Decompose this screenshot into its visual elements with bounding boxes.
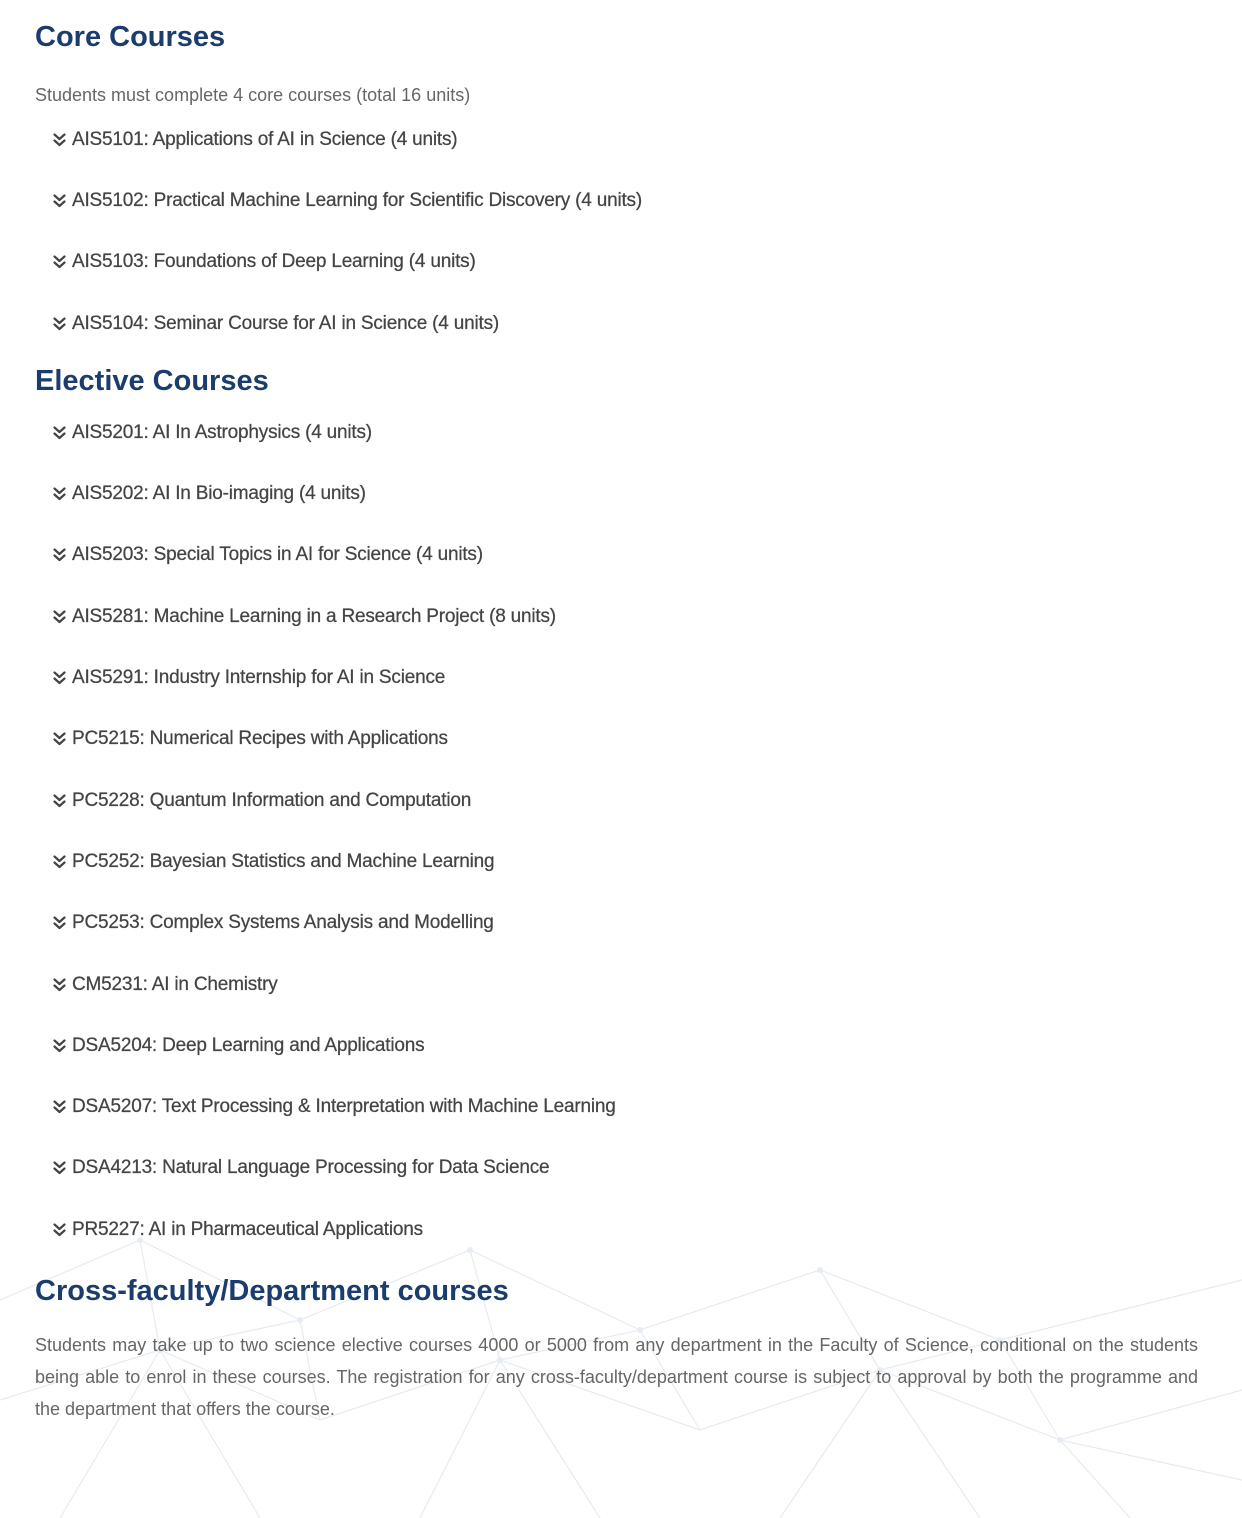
chevron-double-down-icon xyxy=(53,1100,66,1114)
chevron-double-down-icon xyxy=(53,487,66,501)
course-item[interactable] xyxy=(35,831,1198,892)
course-label: PC5252: Bayesian Statistics and Machine Learning xyxy=(72,850,495,872)
core-courses-section xyxy=(35,0,1198,354)
course-item[interactable] xyxy=(35,1138,1198,1199)
course-label: AIS5102: Practical Machine Learning for Scientific Discovery (4 units) xyxy=(72,189,642,211)
chevron-double-down-icon xyxy=(53,194,66,208)
course-label: DSA5204: Deep Learning and Applications xyxy=(72,1034,425,1056)
course-label: PC5228: Quantum Information and Computation xyxy=(72,789,472,811)
core-courses-heading: Core Courses xyxy=(35,21,226,53)
course-item[interactable] xyxy=(35,770,1198,831)
chevron-double-down-icon xyxy=(53,732,66,746)
course-item[interactable] xyxy=(35,647,1198,708)
course-item[interactable] xyxy=(35,170,1198,231)
course-label: PC5215: Numerical Recipes with Applications xyxy=(72,728,448,750)
chevron-double-down-icon xyxy=(53,794,66,808)
chevron-double-down-icon xyxy=(53,1039,66,1053)
course-label: DSA4213: Natural Language Processing for Data Science xyxy=(72,1157,550,1179)
chevron-double-down-icon xyxy=(53,317,66,331)
course-item[interactable] xyxy=(35,1076,1198,1137)
course-label: AIS5104: Seminar Course for AI in Science (4 units) xyxy=(72,312,500,334)
course-label: AIS5101: Applications of AI in Science (4 units) xyxy=(72,128,458,150)
elective-courses-section xyxy=(35,363,1198,1260)
course-item[interactable] xyxy=(35,1015,1198,1076)
course-label: AIS5202: AI In Bio-imaging (4 units) xyxy=(72,483,366,505)
elective-courses-heading: Elective Courses xyxy=(35,365,269,398)
course-label: AIS5103: Foundations of Deep Learning (4 units) xyxy=(72,251,476,273)
cross-faculty-text: Students may take up to two science elective courses 4000 or 5000 from any department in the Faculty of Science, conditional on the students being able to enrol in these courses. The registration for any cross-faculty/department course is subject to approval by both the programme and the department that offers the course. xyxy=(35,1335,1198,1420)
course-item[interactable] xyxy=(35,232,1198,293)
course-label: PC5253: Complex Systems Analysis and Modelling xyxy=(72,912,494,934)
chevron-double-down-icon xyxy=(53,855,66,869)
chevron-double-down-icon xyxy=(53,978,66,992)
course-item[interactable] xyxy=(35,893,1198,954)
chevron-double-down-icon xyxy=(53,916,66,930)
chevron-double-down-icon xyxy=(53,671,66,685)
course-item[interactable] xyxy=(35,463,1198,524)
course-item[interactable] xyxy=(35,293,1198,354)
course-item[interactable] xyxy=(35,709,1198,770)
core-course-list xyxy=(35,109,1198,354)
chevron-double-down-icon xyxy=(53,548,66,562)
chevron-double-down-icon xyxy=(53,1161,66,1175)
chevron-double-down-icon xyxy=(53,255,66,269)
course-item[interactable] xyxy=(35,586,1198,647)
course-label: AIS5203: Special Topics in AI for Science (4 units) xyxy=(72,544,483,566)
chevron-double-down-icon xyxy=(53,133,66,147)
course-label: AIS5291: Industry Internship for AI in Science xyxy=(72,667,446,689)
course-label: CM5231: AI in Chemistry xyxy=(72,973,278,995)
chevron-double-down-icon xyxy=(53,610,66,624)
course-label: AIS5201: AI In Astrophysics (4 units) xyxy=(72,421,372,443)
elective-course-list xyxy=(35,402,1198,1260)
course-item[interactable] xyxy=(35,525,1198,586)
course-item[interactable] xyxy=(35,402,1198,463)
cross-faculty-heading: Cross-faculty/Department courses xyxy=(35,1275,509,1308)
course-label: DSA5207: Text Processing & Interpretation with Machine Learning xyxy=(72,1096,616,1118)
cross-faculty-section xyxy=(35,1273,1198,1425)
course-label: AIS5281: Machine Learning in a Research Project (8 units) xyxy=(72,605,556,627)
course-item[interactable] xyxy=(35,954,1198,1015)
core-courses-intro: Students must complete 4 core courses (total 16 units) xyxy=(35,85,471,105)
course-item[interactable] xyxy=(35,1199,1198,1260)
chevron-double-down-icon xyxy=(53,426,66,440)
course-item[interactable] xyxy=(35,109,1198,170)
chevron-double-down-icon xyxy=(53,1223,66,1237)
course-label: PR5227: AI in Pharmaceutical Applications xyxy=(72,1218,423,1240)
